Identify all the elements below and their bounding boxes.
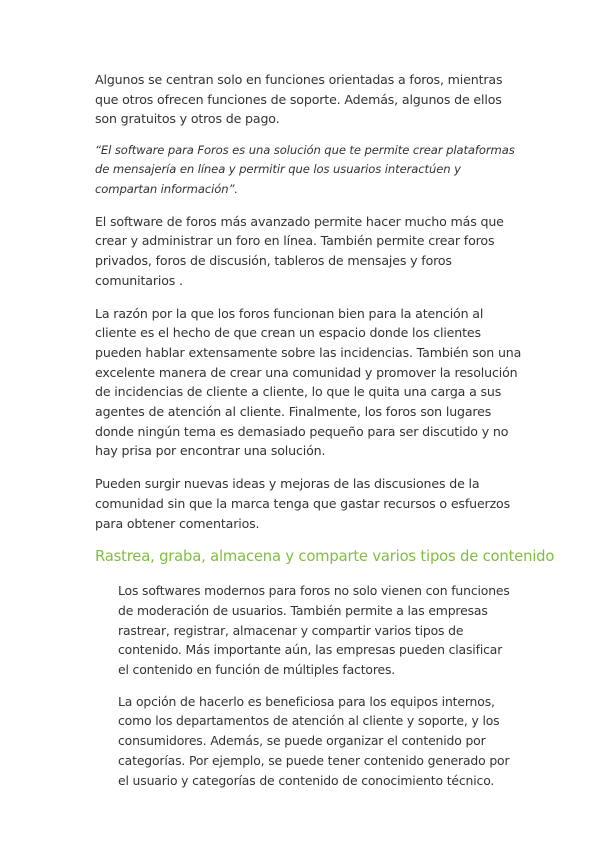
paragraph-community-ideas: Pueden surgir nuevas ideas y mejoras de las discusiones de la comunidad sin que la marca tenga que gastar recursos o esfuerzos para obtener comentarios. (95, 476, 511, 531)
paragraph-forum-functions: Algunos se centran solo en funciones orientadas a foros, mientras que otros ofrecen funciones de soporte. Además, algunos de ellos son gratuitos y otros de pago. (95, 72, 503, 127)
paragraph-customer-support-reason: La razón por la que los foros funcionan bien para la atención al cliente es el hecho de que crean un espacio donde los clientes pueden hablar extensamente sobre las incidencias. También son una excelente manera de crear una comunidad y promover la resolución de incidencias de cliente a cliente, lo que le quita una carga a sus agentes de atención al cliente. Finalmente, los foros son lugares donde ningún tema es demasiado pequeño para ser discutido y no hay prisa por encontrar una solución. (95, 305, 522, 459)
document-body (95, 70, 555, 790)
section-heading: Rastrea, graba, almacena y comparte varios tipos de contenido (95, 548, 555, 566)
paragraph-advanced-software: El software de foros más avanzado permite hacer mucho más que crear y administrar un foro en línea. También permite crear foros privados, foros de discusión, tableros de mensajes y foros comunitarios . (95, 213, 504, 288)
paragraph-organize-content: La opción de hacerlo es beneficiosa para los equipos internos, como los departamentos de atención al cliente y soporte, y los consumidores. Además, se puede organizar el contenido por categorías. Por ejemplo, se puede tener contenido generado por el usuario y categorías de contenido de conocimiento técnico. (118, 693, 510, 788)
paragraph-modern-software: Los softwares modernos para foros no solo vienen con funciones de moderación de usuarios. También permite a las empresas rastrear, registrar, almacenar y compartir varios tipos de contenido. Más importante aún, las empresas pueden clasificar el contenido en función de múltiples factores. (118, 583, 510, 678)
section-body (118, 581, 510, 790)
definition-quote: “El software para Foros es una solución que te permite crear plataformas de mensajería en línea y permitir que los usuarios interactúen y compartan información”. (95, 143, 515, 196)
